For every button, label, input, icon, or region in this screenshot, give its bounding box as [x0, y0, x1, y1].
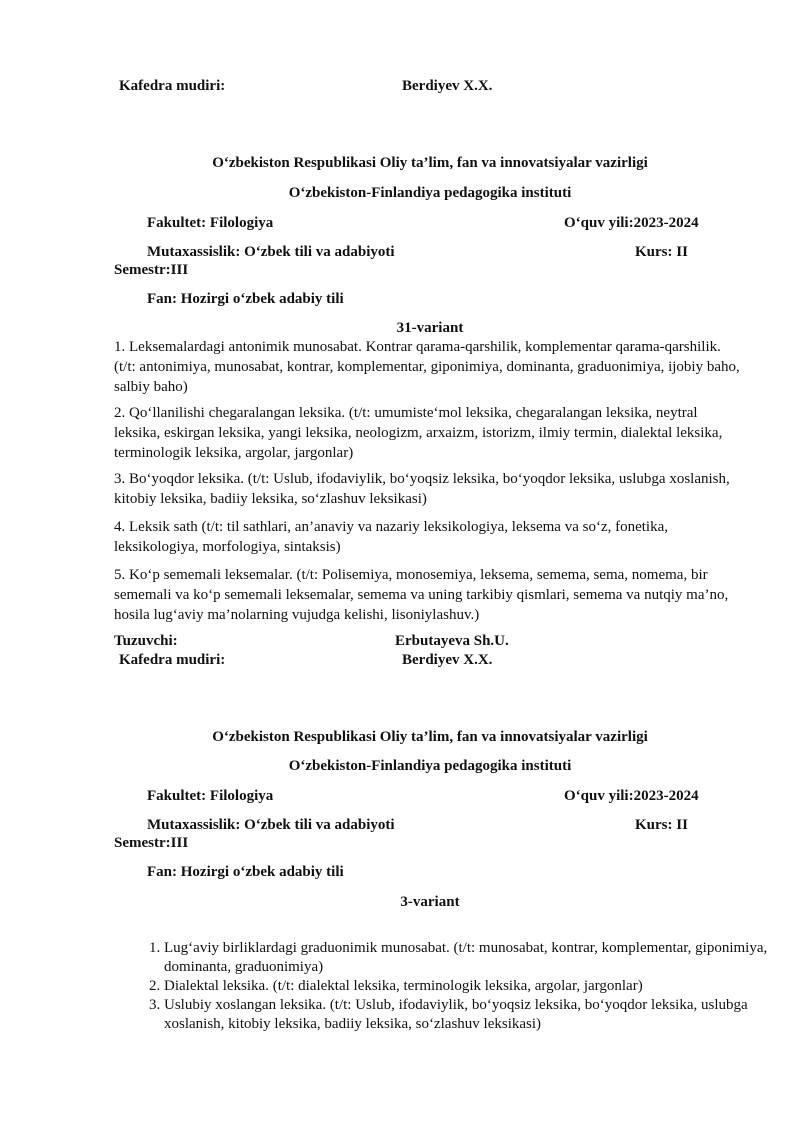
oquv-yili: O‘quv yili:2023-2024 — [564, 788, 699, 804]
kurs: Kurs: II — [635, 244, 688, 260]
question-item: 2. Qo‘llanilishi chegaralangan leksika. (t/t: umumiste‘mol leksika, chegaralangan leksika, neytral leksika, eskirgan leksika, yangi leksika, neologizm, arxaizm, istorizm, ilmiy termin, dialektal leksika, terminologik leksika, argolar, jargonlar) — [114, 405, 723, 461]
kafedra-label: Kafedra mudiri: — [119, 652, 226, 668]
semestr: Semestr:III — [114, 262, 189, 278]
fakultet: Fakultet: Filologiya — [147, 215, 274, 231]
institute-title: O‘zbekiston-Finlandiya pedagogika instituti — [288, 185, 572, 201]
variant-title: 3-variant — [400, 894, 460, 910]
kafedra-name: Berdiyev X.X. — [402, 78, 493, 94]
tuzuvchi-name: Erbutayeva Sh.U. — [395, 633, 509, 649]
question-item: 5. Ko‘p sememali leksemalar. (t/t: Polisemiya, monosemiya, leksema, semema, sema, nomema, bir sememali va ko‘p sememali leksemalar, semema va uning tarkibiy qismlari, semema va nutqiy ma’no, hosila lug‘aviy ma’nolarning vujudga kelishi, lisoniylashuv.) — [114, 567, 729, 623]
variant-title: 31-variant — [396, 320, 464, 336]
question-item: 1. Lug‘aviy birliklardagi graduonimik munosabat. (t/t: munosabat, kontrar, komplementar, giponimiya, dominanta, graduonimiya) — [164, 939, 796, 977]
question-item: 2. Dialektal leksika. (t/t: dialektal leksika, terminologik leksika, argolar, jargonlar) — [164, 977, 796, 996]
kafedra-name: Berdiyev X.X. — [402, 652, 493, 668]
kafedra-label: Kafedra mudiri: — [119, 78, 226, 94]
ministry-title: O‘zbekiston Respublikasi Oliy ta’lim, fan va innovatsiyalar vazirligi — [212, 155, 648, 171]
question-list — [114, 939, 796, 1034]
ministry-title: O‘zbekiston Respublikasi Oliy ta’lim, fan va innovatsiyalar vazirligi — [212, 729, 648, 745]
institute-title: O‘zbekiston-Finlandiya pedagogika instituti — [288, 758, 572, 774]
mutaxassislik: Mutaxassislik: O‘zbek tili va adabiyoti — [147, 244, 395, 260]
question-item: 1. Leksemalardagi antonimik munosabat. Kontrar qarama-qarshilik, komplementar qarama-qarshilik. (t/t: antonimiya, munosabat, kontrar, komplementar, giponimiya, dominanta, graduonimiya, ijobiy baho, salbiy baho) — [114, 339, 740, 395]
question-item: 3. Bo‘yoqdor leksika. (t/t: Uslub, ifodaviylik, bo‘yoqsiz leksika, bo‘yoqdor leksika, uslubga xoslanish, kitobiy leksika, badiiy leksika, so‘zlashuv leksikasi) — [114, 471, 730, 507]
tuzuvchi-label: Tuzuvchi: — [114, 633, 178, 649]
question-item: 3. Uslubiy xoslangan leksika. (t/t: Uslub, ifodaviylik, bo‘yoqsiz leksika, bo‘yoqdor leksika, uslubga xoslanish, kitobiy leksika, badiiy leksika, so‘zlashuv leksikasi) — [164, 996, 796, 1034]
oquv-yili: O‘quv yili:2023-2024 — [564, 215, 699, 231]
kurs: Kurs: II — [635, 817, 688, 833]
mutaxassislik: Mutaxassislik: O‘zbek tili va adabiyoti — [147, 817, 395, 833]
semestr: Semestr:III — [114, 835, 189, 851]
fakultet: Fakultet: Filologiya — [147, 788, 274, 804]
fan: Fan: Hozirgi o‘zbek adabiy tili — [147, 864, 344, 880]
fan: Fan: Hozirgi o‘zbek adabiy tili — [147, 291, 344, 307]
question-item: 4. Leksik sath (t/t: til sathlari, an’anaviy va nazariy leksikologiya, leksema va so‘z, fonetika, leksikologiya, morfologiya, sintaksis) — [114, 519, 668, 555]
